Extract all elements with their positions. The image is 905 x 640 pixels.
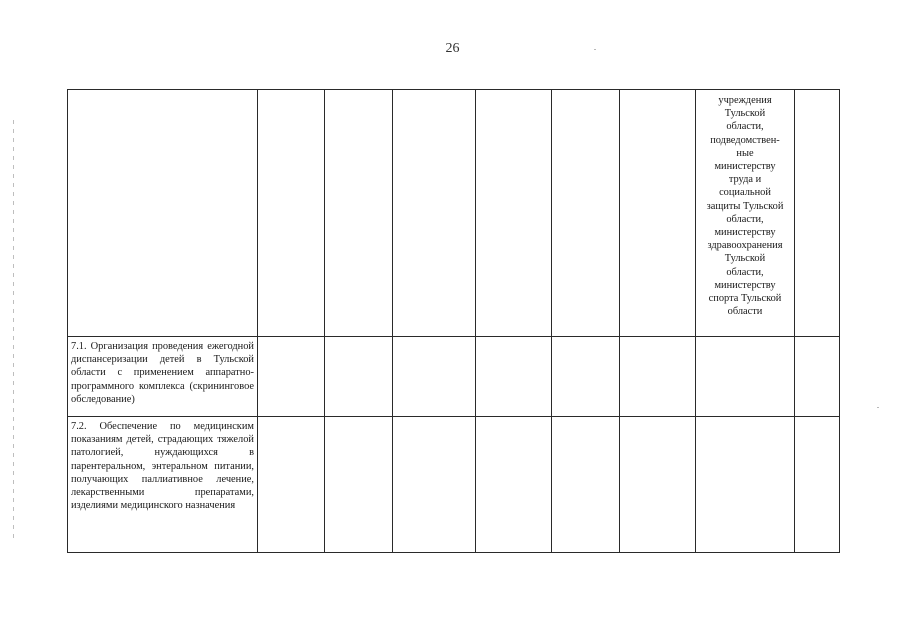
executor-line: области,	[726, 213, 764, 225]
executor-line: Тульской	[724, 253, 766, 265]
task-description: 7.2. Обеспечение по медицинским показаниям детей, страдающих тяжелой патологией, нуждающихся в парентеральном, энтеральном питании, получающих паллиативное лечение, лекарственными препаратами, изделиями медицинского назначения	[68, 417, 258, 553]
table-cell-empty	[325, 90, 393, 337]
executor-line: области,	[726, 266, 764, 278]
executor-line: министерству	[714, 161, 776, 173]
executor-line: защиты Тульской	[706, 200, 784, 212]
table-cell-empty	[696, 417, 795, 553]
table-cell-empty	[393, 417, 476, 553]
page-number: 26	[445, 41, 460, 56]
table-cell-empty	[258, 90, 325, 337]
table-cell-empty	[258, 417, 325, 553]
table-cell-empty	[620, 417, 696, 553]
executor-line: области,	[726, 121, 764, 133]
table-cell-empty	[476, 337, 552, 417]
table-cell-empty	[393, 337, 476, 417]
executor-line: министерству	[714, 279, 776, 291]
executor-line: учреждения	[718, 95, 772, 106]
table-cell-empty	[795, 337, 840, 417]
table-cell-empty	[68, 90, 258, 337]
scan-speck	[877, 407, 879, 408]
table-cell-empty	[552, 337, 620, 417]
table-row-7-2	[68, 417, 840, 553]
table-row-7-1	[68, 337, 840, 417]
executor-cell	[696, 90, 795, 337]
scan-speck	[594, 49, 596, 50]
executor-line: здравоохранения	[707, 240, 783, 252]
table-cell-empty	[795, 417, 840, 553]
executor-line: социальной	[719, 187, 771, 199]
table-cell-empty	[552, 90, 620, 337]
table-cell-empty	[795, 90, 840, 337]
table-cell-empty	[620, 90, 696, 337]
executor-line: подведомствен-	[710, 134, 780, 146]
table-cell-empty	[258, 337, 325, 417]
table-cell-empty	[476, 90, 552, 337]
executor-line: труда и	[728, 174, 762, 186]
executor-line: области	[727, 306, 763, 318]
table-row-continued	[68, 90, 840, 337]
margin-scan-marks	[13, 120, 15, 540]
table-cell-empty	[325, 337, 393, 417]
executor-line: спорта Тульской	[708, 293, 782, 305]
measures-table	[67, 89, 840, 553]
table-cell-empty	[620, 337, 696, 417]
executor-line: министерству	[714, 227, 776, 239]
executor-line: ные	[736, 147, 754, 159]
table-cell-empty	[552, 417, 620, 553]
table-cell-empty	[696, 337, 795, 417]
table-cell-empty	[325, 417, 393, 553]
table-cell-empty	[476, 417, 552, 553]
task-description: 7.1. Организация проведения ежегодной диспансеризации детей в Тульской области с применением аппаратно-программного комплекса (скрининговое обследование)	[68, 337, 258, 417]
table-cell-empty	[393, 90, 476, 337]
executor-line: Тульской	[724, 108, 766, 120]
